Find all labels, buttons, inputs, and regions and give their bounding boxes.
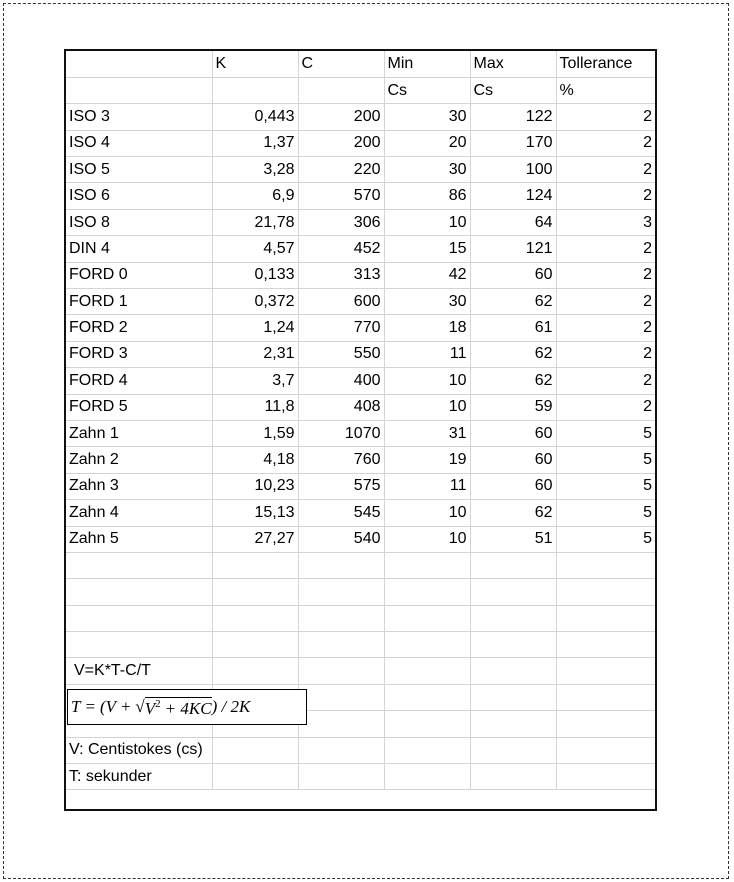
- unit-cell-max[interactable]: Cs: [470, 77, 556, 103]
- cell-name[interactable]: FORD 2: [66, 315, 212, 341]
- cell-min[interactable]: 30: [384, 157, 470, 183]
- cell-name[interactable]: ISO 3: [66, 104, 212, 130]
- cell-max[interactable]: 51: [470, 526, 556, 552]
- empty-cell[interactable]: [470, 658, 556, 684]
- unit-cell-name[interactable]: [66, 77, 212, 103]
- cell-max[interactable]: 64: [470, 209, 556, 235]
- empty-cell[interactable]: [470, 711, 556, 737]
- cell-max[interactable]: 122: [470, 104, 556, 130]
- empty-cell[interactable]: [470, 579, 556, 605]
- table-row: [66, 473, 655, 499]
- cell-name[interactable]: ISO 5: [66, 157, 212, 183]
- unit-row: [66, 77, 655, 103]
- empty-cell[interactable]: [556, 579, 655, 605]
- empty-cell[interactable]: [66, 579, 212, 605]
- cell-tol[interactable]: 2: [556, 368, 655, 394]
- cell-c[interactable]: 770: [298, 315, 384, 341]
- cell-max[interactable]: 60: [470, 262, 556, 288]
- cell-max[interactable]: 60: [470, 473, 556, 499]
- cell-c[interactable]: 600: [298, 289, 384, 315]
- cell-max[interactable]: 62: [470, 289, 556, 315]
- table-row: [66, 315, 655, 341]
- cell-name[interactable]: FORD 4: [66, 368, 212, 394]
- empty-cell[interactable]: [556, 552, 655, 578]
- cell-min[interactable]: 10: [384, 209, 470, 235]
- cell-k[interactable]: 6,9: [212, 183, 298, 209]
- empty-cell[interactable]: [556, 684, 655, 710]
- table-row: [66, 526, 655, 552]
- cell-max[interactable]: 170: [470, 130, 556, 156]
- cell-tol[interactable]: 2: [556, 130, 655, 156]
- unit-cell-tollerance[interactable]: %: [556, 77, 655, 103]
- empty-cell[interactable]: [556, 632, 655, 658]
- formula-lhs: T: [71, 697, 81, 717]
- cell-min[interactable]: 30: [384, 289, 470, 315]
- radicand-rest: + 4KC: [164, 698, 212, 718]
- cell-name[interactable]: ISO 8: [66, 209, 212, 235]
- cell-min[interactable]: 10: [384, 394, 470, 420]
- cell-max[interactable]: 62: [470, 341, 556, 367]
- cell-min[interactable]: 10: [384, 526, 470, 552]
- cell-k[interactable]: 0,372: [212, 289, 298, 315]
- cell-max[interactable]: 60: [470, 447, 556, 473]
- header-cell-tollerance[interactable]: Tollerance: [556, 51, 655, 77]
- cell-name[interactable]: Zahn 5: [66, 526, 212, 552]
- cell-k[interactable]: 3,28: [212, 157, 298, 183]
- spreadsheet: [64, 49, 657, 811]
- empty-cell[interactable]: [384, 737, 470, 763]
- cell-max[interactable]: 59: [470, 394, 556, 420]
- cell-c[interactable]: 575: [298, 473, 384, 499]
- radicand: [145, 697, 212, 717]
- cell-max[interactable]: 61: [470, 315, 556, 341]
- cell-c[interactable]: 1070: [298, 420, 384, 446]
- formula-close: ) / 2K: [211, 697, 251, 717]
- empty-cell[interactable]: [556, 658, 655, 684]
- table-row: [66, 209, 655, 235]
- formula-t-cell[interactable]: [66, 684, 251, 718]
- empty-cell[interactable]: [298, 658, 384, 684]
- viscosity-cup-table: [66, 51, 655, 790]
- table-row: [66, 420, 655, 446]
- cell-min[interactable]: 15: [384, 236, 470, 262]
- empty-cell[interactable]: [298, 579, 384, 605]
- cell-min[interactable]: 30: [384, 104, 470, 130]
- empty-cell[interactable]: [66, 605, 212, 631]
- unit-cell-min[interactable]: Cs: [384, 77, 470, 103]
- cell-k[interactable]: 27,27: [212, 526, 298, 552]
- empty-cell[interactable]: [384, 684, 470, 710]
- cell-min[interactable]: 31: [384, 420, 470, 446]
- legend-t-text[interactable]: T: sekunder: [66, 764, 212, 790]
- table-row: [66, 447, 655, 473]
- cell-name[interactable]: Zahn 1: [66, 420, 212, 446]
- empty-cell[interactable]: [384, 552, 470, 578]
- cell-tol[interactable]: 5: [556, 526, 655, 552]
- cell-max[interactable]: 62: [470, 500, 556, 526]
- cell-c[interactable]: 760: [298, 447, 384, 473]
- empty-cell[interactable]: [384, 632, 470, 658]
- cell-tol[interactable]: 2: [556, 341, 655, 367]
- empty-cell[interactable]: [298, 632, 384, 658]
- cell-c[interactable]: 400: [298, 368, 384, 394]
- cell-c[interactable]: 570: [298, 183, 384, 209]
- empty-cell[interactable]: [384, 605, 470, 631]
- empty-cell[interactable]: [298, 764, 384, 790]
- formula-v-row: [66, 658, 655, 684]
- legend-row: [66, 764, 655, 790]
- cell-name[interactable]: FORD 3: [66, 341, 212, 367]
- cell-k[interactable]: 3,7: [212, 368, 298, 394]
- cell-name[interactable]: FORD 0: [66, 262, 212, 288]
- empty-cell[interactable]: [384, 764, 470, 790]
- table-row: [66, 104, 655, 130]
- table-row: [66, 236, 655, 262]
- empty-cell[interactable]: [212, 764, 298, 790]
- empty-cell[interactable]: [470, 552, 556, 578]
- cell-k[interactable]: 4,57: [212, 236, 298, 262]
- empty-cell[interactable]: [384, 579, 470, 605]
- cell-tol[interactable]: 2: [556, 236, 655, 262]
- table-body: [66, 51, 655, 790]
- cell-min[interactable]: 19: [384, 447, 470, 473]
- cell-min[interactable]: 20: [384, 130, 470, 156]
- cell-name[interactable]: FORD 1: [66, 289, 212, 315]
- cell-max[interactable]: 121: [470, 236, 556, 262]
- cell-k[interactable]: 11,8: [212, 394, 298, 420]
- empty-row: [66, 632, 655, 658]
- empty-cell[interactable]: [66, 632, 212, 658]
- cell-c[interactable]: 220: [298, 157, 384, 183]
- empty-row: [66, 605, 655, 631]
- empty-cell[interactable]: [298, 605, 384, 631]
- empty-cell[interactable]: [298, 684, 384, 710]
- cell-tol[interactable]: 2: [556, 262, 655, 288]
- cell-name[interactable]: FORD 5: [66, 394, 212, 420]
- cell-min[interactable]: 11: [384, 473, 470, 499]
- cell-min[interactable]: 11: [384, 341, 470, 367]
- cell-k[interactable]: 1,59: [212, 420, 298, 446]
- table-row: [66, 262, 655, 288]
- empty-cell[interactable]: [212, 605, 298, 631]
- cell-tol[interactable]: 5: [556, 473, 655, 499]
- empty-cell[interactable]: [212, 737, 298, 763]
- table-row: [66, 500, 655, 526]
- empty-cell[interactable]: [384, 711, 470, 737]
- empty-row: [66, 579, 655, 605]
- empty-cell[interactable]: [556, 764, 655, 790]
- cell-tol[interactable]: 2: [556, 104, 655, 130]
- cell-c[interactable]: 452: [298, 236, 384, 262]
- header-cell-min[interactable]: Min: [384, 51, 470, 77]
- cell-max[interactable]: 100: [470, 157, 556, 183]
- unit-cell-c[interactable]: [298, 77, 384, 103]
- cell-c[interactable]: 545: [298, 500, 384, 526]
- cell-tol[interactable]: 5: [556, 447, 655, 473]
- cell-name[interactable]: DIN 4: [66, 236, 212, 262]
- empty-cell[interactable]: [298, 711, 384, 737]
- cell-k[interactable]: 4,18: [212, 447, 298, 473]
- table-row: [66, 289, 655, 315]
- header-cell-k[interactable]: K: [212, 51, 298, 77]
- cell-max[interactable]: 62: [470, 368, 556, 394]
- empty-cell[interactable]: [470, 764, 556, 790]
- empty-cell[interactable]: [470, 684, 556, 710]
- empty-cell[interactable]: [212, 579, 298, 605]
- empty-cell[interactable]: [66, 552, 212, 578]
- cell-min[interactable]: 42: [384, 262, 470, 288]
- cell-tol[interactable]: 2: [556, 157, 655, 183]
- cell-k[interactable]: 21,78: [212, 209, 298, 235]
- empty-cell[interactable]: [212, 552, 298, 578]
- empty-cell[interactable]: [470, 737, 556, 763]
- cell-c[interactable]: 313: [298, 262, 384, 288]
- cell-min[interactable]: 18: [384, 315, 470, 341]
- empty-cell[interactable]: [556, 605, 655, 631]
- cell-name[interactable]: ISO 4: [66, 130, 212, 156]
- formula-t-equation: [67, 689, 307, 725]
- cell-name[interactable]: Zahn 4: [66, 500, 212, 526]
- empty-cell[interactable]: [212, 658, 298, 684]
- empty-row: [66, 552, 655, 578]
- cell-min[interactable]: 86: [384, 183, 470, 209]
- cell-k[interactable]: 0,133: [212, 262, 298, 288]
- empty-cell[interactable]: [384, 658, 470, 684]
- cell-c[interactable]: 540: [298, 526, 384, 552]
- table-row: [66, 183, 655, 209]
- cell-tol[interactable]: 3: [556, 209, 655, 235]
- cell-k[interactable]: 0,443: [212, 104, 298, 130]
- empty-cell[interactable]: [556, 737, 655, 763]
- cell-name[interactable]: ISO 6: [66, 183, 212, 209]
- empty-cell[interactable]: [298, 552, 384, 578]
- cell-k[interactable]: 10,23: [212, 473, 298, 499]
- exponent: 2: [155, 697, 161, 710]
- cell-k[interactable]: 1,37: [212, 130, 298, 156]
- cell-k[interactable]: 1,24: [212, 315, 298, 341]
- cell-name[interactable]: Zahn 3: [66, 473, 212, 499]
- header-cell-c[interactable]: C: [298, 51, 384, 77]
- cell-c[interactable]: 306: [298, 209, 384, 235]
- table-row: [66, 157, 655, 183]
- cell-c[interactable]: 408: [298, 394, 384, 420]
- table-row: [66, 394, 655, 420]
- cell-k[interactable]: 15,13: [212, 500, 298, 526]
- cell-tol[interactable]: 2: [556, 183, 655, 209]
- empty-cell[interactable]: [212, 632, 298, 658]
- header-cell-name[interactable]: [66, 51, 212, 77]
- empty-cell[interactable]: [470, 632, 556, 658]
- header-cell-max[interactable]: Max: [470, 51, 556, 77]
- empty-cell[interactable]: [556, 711, 655, 737]
- radicand-v: V: [144, 698, 156, 718]
- cell-min[interactable]: 10: [384, 500, 470, 526]
- unit-cell-k[interactable]: [212, 77, 298, 103]
- cell-min[interactable]: 10: [384, 368, 470, 394]
- cell-tol[interactable]: 2: [556, 394, 655, 420]
- cell-k[interactable]: 2,31: [212, 341, 298, 367]
- cell-tol[interactable]: 5: [556, 500, 655, 526]
- header-row: [66, 51, 655, 77]
- empty-cell[interactable]: [470, 605, 556, 631]
- cell-name[interactable]: Zahn 2: [66, 447, 212, 473]
- table-row: [66, 130, 655, 156]
- cell-c[interactable]: 200: [298, 130, 384, 156]
- empty-cell[interactable]: [298, 737, 384, 763]
- cell-tol[interactable]: 5: [556, 420, 655, 446]
- formula-t-row: [66, 684, 655, 710]
- sqrt-icon: √: [135, 697, 145, 717]
- cell-max[interactable]: 60: [470, 420, 556, 446]
- cell-c[interactable]: 200: [298, 104, 384, 130]
- table-row: [66, 368, 655, 394]
- cell-tol[interactable]: 2: [556, 315, 655, 341]
- formula-v-text[interactable]: V=K*T-C/T: [66, 658, 212, 684]
- legend-v-text[interactable]: V: Centistokes (cs): [66, 737, 212, 763]
- cell-c[interactable]: 550: [298, 341, 384, 367]
- formula-open: (V +: [99, 697, 132, 717]
- legend-row: [66, 737, 655, 763]
- cell-tol[interactable]: 2: [556, 289, 655, 315]
- formula-equals: =: [84, 697, 96, 717]
- table-row: [66, 341, 655, 367]
- cell-max[interactable]: 124: [470, 183, 556, 209]
